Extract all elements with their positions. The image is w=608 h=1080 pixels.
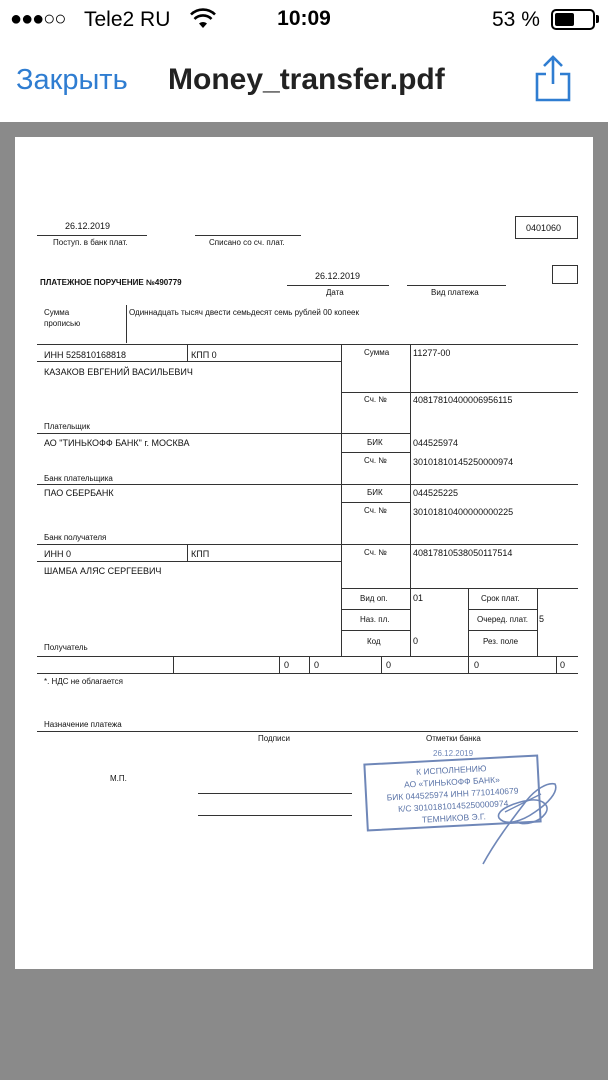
clock: 10:09 (277, 7, 331, 30)
divider (410, 344, 411, 656)
payer-inn: ИНН 525810168818 (44, 350, 127, 360)
divider (126, 305, 127, 343)
payer-name: КАЗАКОВ ЕВГЕНИЙ ВАСИЛЬЕВИЧ (44, 367, 193, 377)
label-payee-bank: Банк получателя (44, 533, 107, 542)
payer-kpp: КПП 0 (191, 350, 217, 360)
order-date: 26.12.2019 (315, 271, 361, 281)
form-code: 0401060 (526, 223, 562, 233)
payer-bank-bik: 044525974 (413, 438, 459, 448)
sum-value: 11277-00 (413, 348, 451, 358)
payee-name: ШАМБА АЛЯС СЕРГЕЕВИЧ (44, 566, 162, 576)
divider (37, 656, 578, 657)
battery-icon (551, 9, 595, 30)
payee-account: 40817810538050117514 (413, 548, 513, 558)
vat-note: *. НДС не облагается (44, 677, 123, 686)
divider (341, 630, 410, 631)
label-purpose: Назначение платежа (44, 720, 122, 729)
label-received: Поступ. в банк плат. (53, 238, 128, 247)
share-icon[interactable] (532, 54, 574, 104)
label-payment-type: Вид платежа (431, 288, 479, 297)
divider (37, 361, 341, 362)
tax-field: 0 (386, 660, 392, 670)
code-value: 0 (413, 636, 419, 646)
divider (468, 656, 469, 673)
label-mp: М.П. (110, 774, 127, 783)
tax-field: 0 (284, 660, 290, 670)
label-debited: Списано со сч. плат. (209, 238, 285, 247)
label-sum-words: Сумма (44, 308, 70, 317)
label-due-date: Срок плат. (481, 594, 520, 603)
op-type: 01 (413, 593, 424, 603)
status-bar (0, 0, 608, 40)
divider (37, 484, 578, 485)
label-code: Код (367, 637, 381, 646)
divider (468, 630, 537, 631)
label-op-type: Вид оп. (360, 594, 388, 603)
tax-field: 0 (474, 660, 480, 670)
pdf-viewer[interactable] (0, 122, 608, 1080)
sum-in-words: Одиннадцать тысяч двести семьдесят семь рублей 00 копеек (129, 308, 359, 317)
payer-account: 40817810400006956115 (413, 395, 513, 405)
divider (537, 588, 538, 656)
close-button[interactable]: Закрыть (16, 64, 128, 96)
divider (287, 285, 389, 286)
queue-value: 5 (539, 614, 545, 624)
label-sum: Сумма (364, 348, 390, 357)
divider (381, 656, 382, 673)
label-payer-account: Сч. № (364, 395, 387, 404)
payee-kpp: КПП (191, 549, 210, 559)
divider (341, 392, 578, 393)
divider (341, 452, 410, 453)
signature-line (198, 815, 352, 816)
payee-bank: ПАО СБЕРБАНК (44, 488, 114, 498)
signature-line (198, 793, 352, 794)
battery-percent: 53 % (492, 8, 540, 31)
payment-order-document (15, 137, 593, 969)
label-payer-bank: Банк плательщика (44, 474, 113, 483)
payment-type-box (552, 265, 578, 284)
payee-bank-account: 30101810400000000225 (413, 507, 514, 517)
label-bank-marks: Отметки банка (426, 734, 481, 743)
label-reserve: Рез. поле (483, 637, 519, 646)
stamp-line: БИК 044525974 ИНН 7710140679 (386, 785, 519, 803)
order-title: ПЛАТЕЖНОЕ ПОРУЧЕНИЕ №490779 (40, 278, 182, 287)
label-signatures: Подписи (258, 734, 290, 743)
divider (187, 344, 188, 361)
nav-bar (0, 40, 608, 122)
label-payer-bank-account: Сч. № (364, 456, 387, 465)
divider (37, 673, 578, 674)
divider (341, 588, 578, 589)
label-purpose-code: Наз. пл. (360, 615, 390, 624)
divider (341, 502, 410, 503)
divider (279, 656, 280, 673)
document-title: Money_transfer.pdf (168, 63, 445, 96)
payee-bank-bik: 044525225 (413, 488, 459, 498)
cellular-signal-icon: ●●●○○ (10, 8, 66, 30)
divider (407, 285, 506, 286)
divider (341, 609, 410, 610)
divider (37, 433, 341, 434)
divider (468, 609, 537, 610)
label-payee: Получатель (44, 643, 88, 652)
date-received: 26.12.2019 (65, 221, 111, 231)
label-payee-account: Сч. № (364, 548, 387, 557)
battery-tip (596, 15, 599, 23)
divider (37, 561, 341, 562)
label-payee-bank-account: Сч. № (364, 506, 387, 515)
divider (309, 656, 310, 673)
label-payee-bank-bik: БИК (367, 488, 383, 497)
label-sum-words-2: прописью (44, 319, 81, 328)
stamp-line: АО «ТИНЬКОФФ БАНК» (403, 774, 501, 790)
divider (37, 235, 147, 236)
divider (195, 235, 301, 236)
label-payer: Плательщик (44, 422, 90, 431)
divider (468, 588, 469, 656)
bank-mark-date: 26.12.2019 (433, 749, 474, 758)
handwritten-signature (455, 752, 565, 872)
pdf-page (15, 137, 593, 969)
label-payer-bank-bik: БИК (367, 438, 383, 447)
tax-field: 0 (560, 660, 566, 670)
divider (556, 656, 557, 673)
stamp-line: К/С 30101810145250000974 (397, 798, 509, 814)
payee-inn: ИНН 0 (44, 549, 71, 559)
divider (187, 544, 188, 561)
payer-bank: АО "ТИНЬКОФФ БАНК" г. МОСКВА (44, 438, 190, 448)
stamp-line: ТЕМНИКОВ Э.Г. (421, 811, 487, 825)
divider (341, 433, 410, 434)
tax-field: 0 (314, 660, 320, 670)
divider (37, 544, 578, 545)
label-date: Дата (326, 288, 344, 297)
payer-bank-account: 30101810145250000974 (413, 457, 514, 467)
battery-fill (555, 13, 574, 26)
divider (37, 731, 578, 732)
divider (37, 344, 578, 345)
label-queue: Очеред. плат. (477, 615, 528, 624)
stamp-line: К ИСПОЛНЕНИЮ (415, 763, 487, 777)
divider (173, 656, 174, 673)
carrier-name: Tele2 RU (84, 8, 171, 31)
